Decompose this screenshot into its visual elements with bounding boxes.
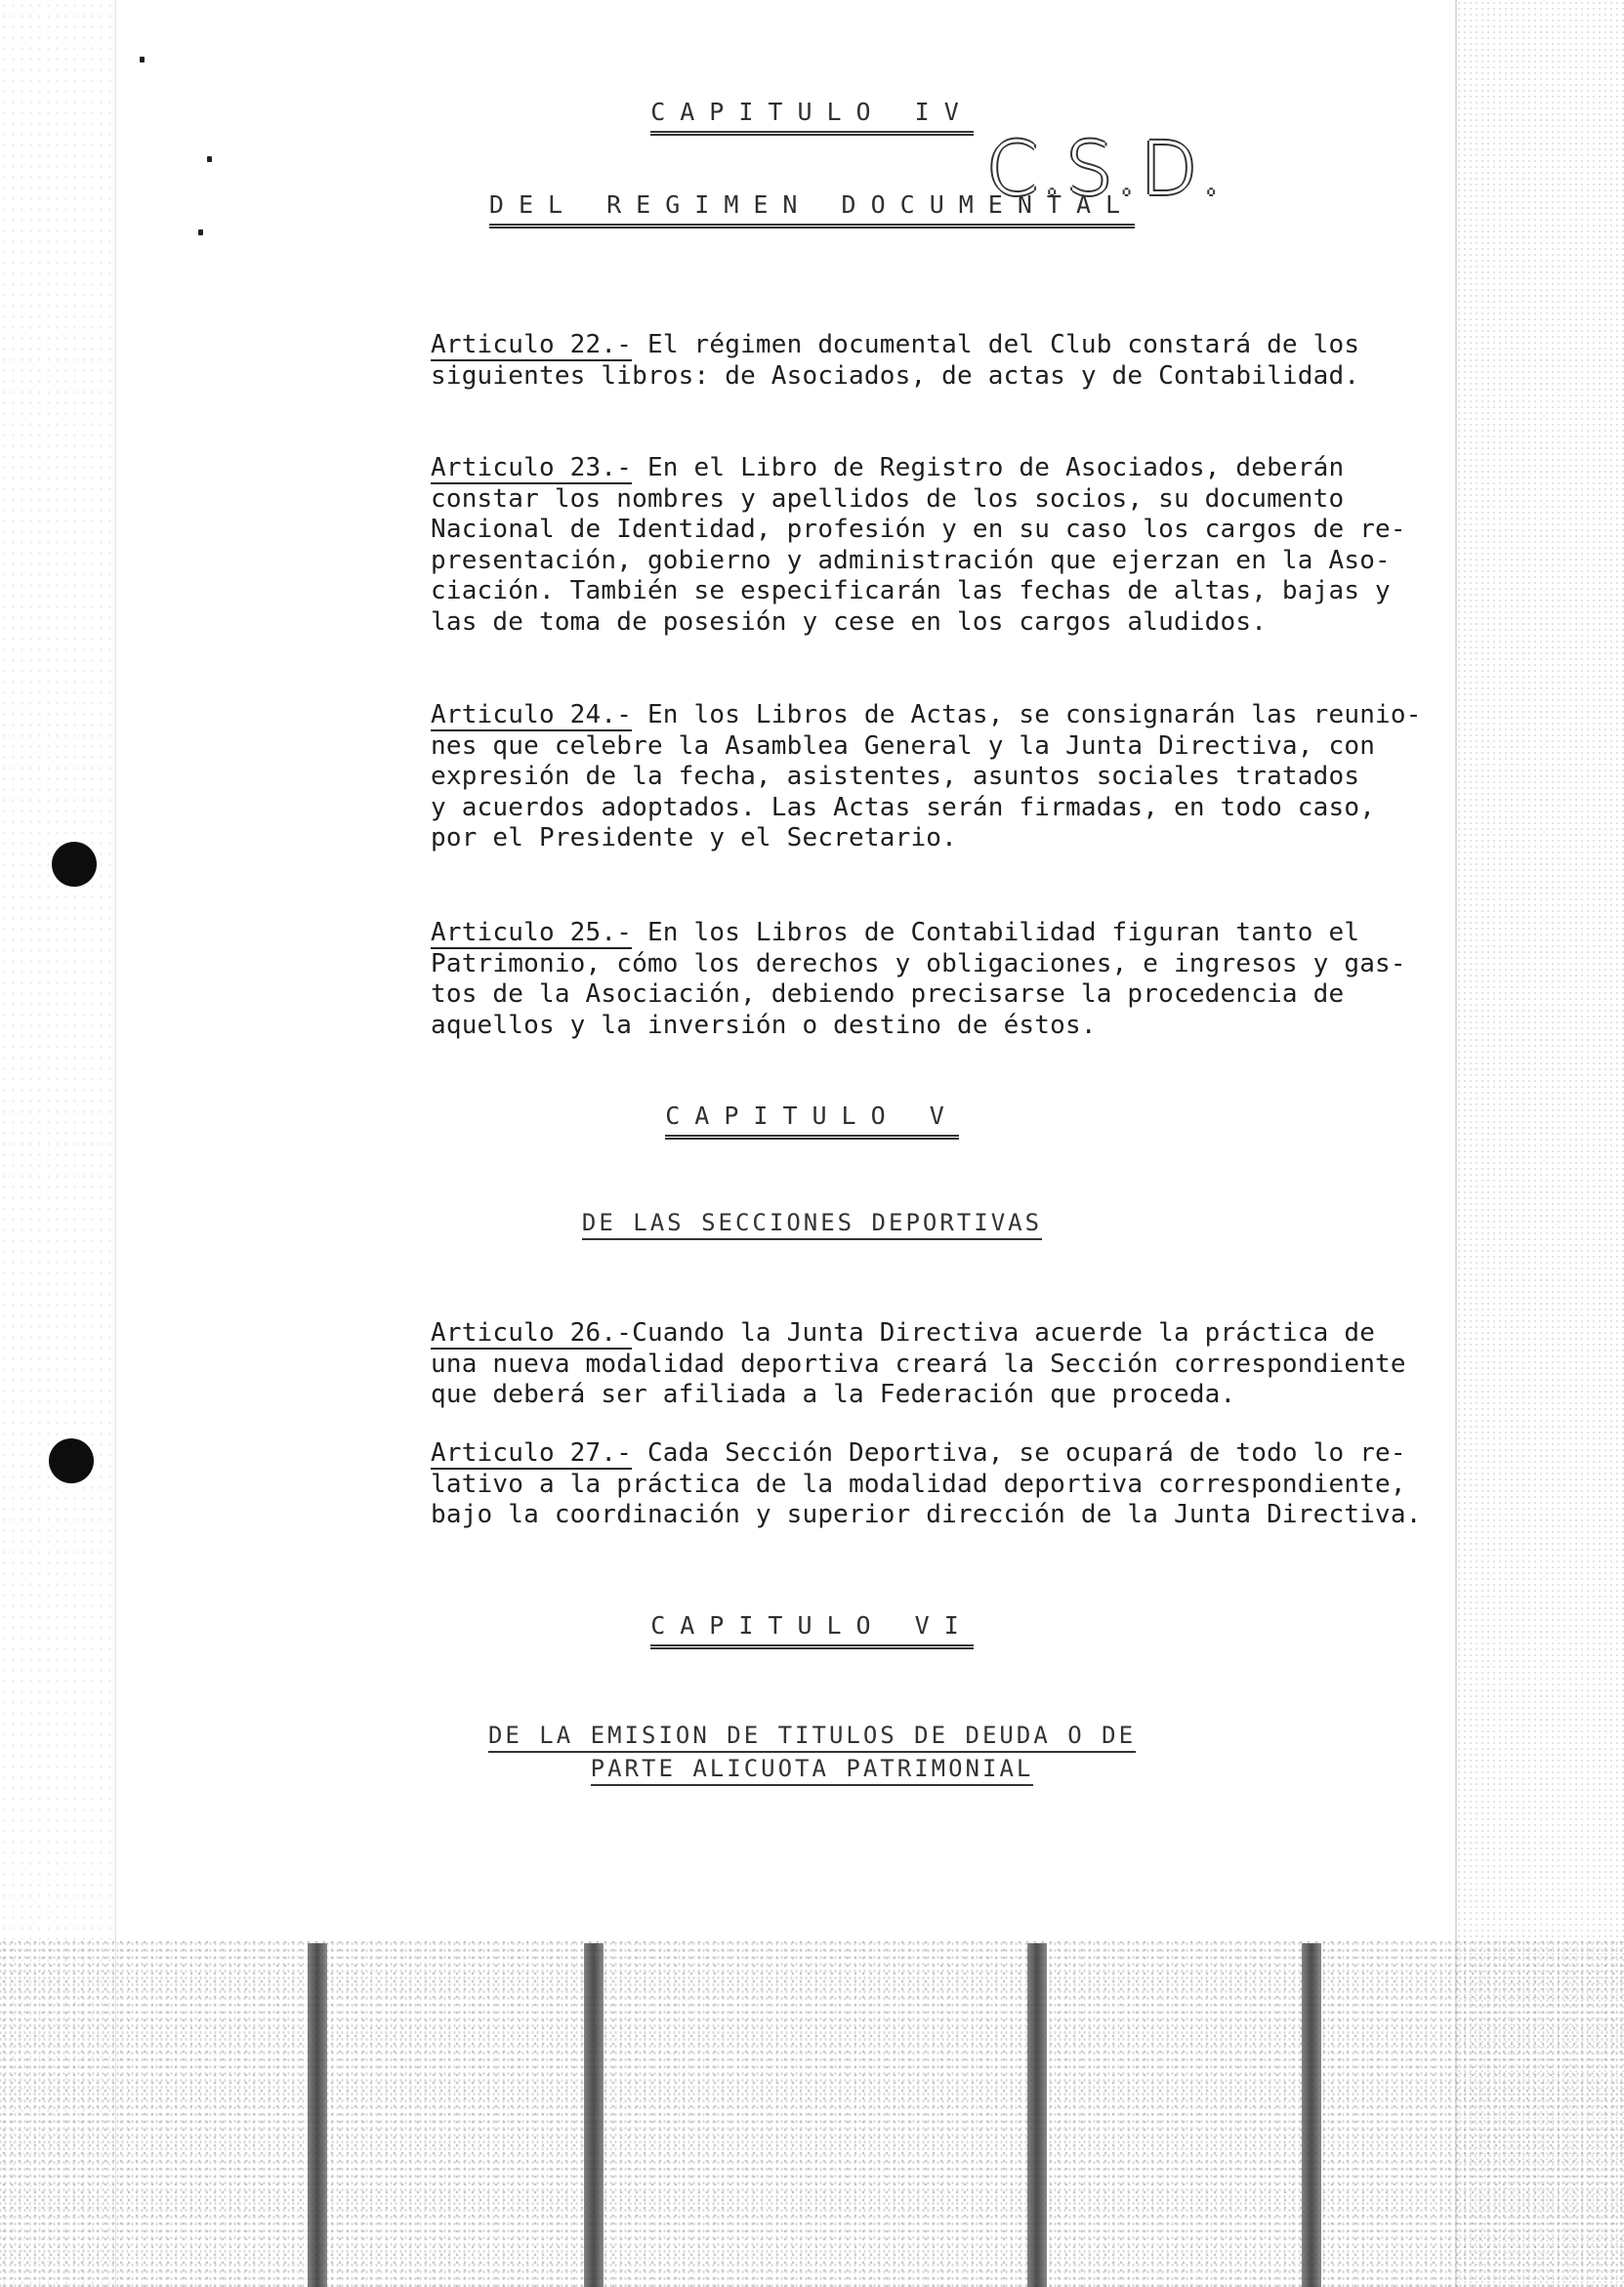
scan-dark-bar	[1302, 1943, 1321, 2287]
article-label: Articulo 26.-	[431, 1318, 633, 1348]
punch-hole	[49, 1438, 94, 1483]
article-25: Articulo 25.- En los Libros de Contabilidad figuran tanto el Patrimonio, cómo los derechos y obligaciones, e ingresos y gas- tos de la Asociación, debiendo precisarse la procedencia de aquellos y la inversión o destino de éstos.	[431, 918, 1406, 1040]
ink-speck	[198, 229, 203, 235]
article-label: Articulo 27.-	[431, 1438, 633, 1468]
scan-dark-bar	[308, 1943, 327, 2287]
article-label: Articulo 23.-	[431, 453, 633, 482]
chapter-title: DEL REGIMEN DOCUMENTAL	[0, 190, 1624, 229]
chapter-heading: CAPITULO V	[0, 1102, 1624, 1140]
article-24: Articulo 24.- En los Libros de Actas, se consignarán las reunio- nes que celebre la Asamblea General y la Junta Directiva, con expresión de la fecha, asistentes, asuntos sociales tratados y acuerdos adoptados. Las Actas serán firmadas, en todo caso, por el Presidente y el Secretario.	[431, 700, 1422, 852]
chapter-title: DE LAS SECCIONES DEPORTIVAS	[0, 1209, 1624, 1236]
ink-speck	[207, 156, 212, 162]
article-label: Articulo 25.-	[431, 918, 633, 947]
scan-bottom-noise	[0, 1938, 1624, 2287]
article-27: Articulo 27.- Cada Sección Deportiva, se ocupará de todo lo re- lativo a la práctica de la modalidad deportiva correspondiente, bajo la coordinación y superior dirección de la Junta Directiva.	[431, 1438, 1422, 1529]
scan-dark-bar	[1027, 1943, 1047, 2287]
csd-perforated-stamp: C.S.D.	[986, 125, 1226, 212]
article-label: Articulo 22.-	[431, 330, 633, 359]
chapter-title: DE LA EMISION DE TITULOS DE DEUDA O DE PARTE ALICUOTA PATRIMONIAL	[0, 1719, 1624, 1785]
ink-speck	[140, 57, 145, 62]
article-26: Articulo 26.-Cuando la Junta Directiva acuerde la práctica de una nueva modalidad deportiva creará la Sección correspondiente que deberá ser afiliada a la Federación que proceda.	[431, 1318, 1406, 1409]
article-23: Articulo 23.- En el Libro de Registro de Asociados, deberán constar los nombres y apellidos de los socios, su documento Nacional de Identidad, profesión y en su caso los cargos de re- presentación, gobierno y administración que ejerzan en la Aso- ciación. También se especificarán las fechas de altas, bajas y las de toma de posesión y cese en los cargos aludidos.	[431, 453, 1406, 637]
chapter-heading: CAPITULO VI	[0, 1611, 1624, 1649]
scan-dark-bar	[584, 1943, 604, 2287]
chapter-heading: CAPITULO IV	[0, 98, 1624, 136]
punch-hole	[52, 842, 97, 887]
article-22: Articulo 22.- El régimen documental del Club constará de los siguientes libros: de Asociados, de actas y de Contabilidad.	[431, 330, 1360, 391]
article-label: Articulo 24.-	[431, 700, 633, 729]
